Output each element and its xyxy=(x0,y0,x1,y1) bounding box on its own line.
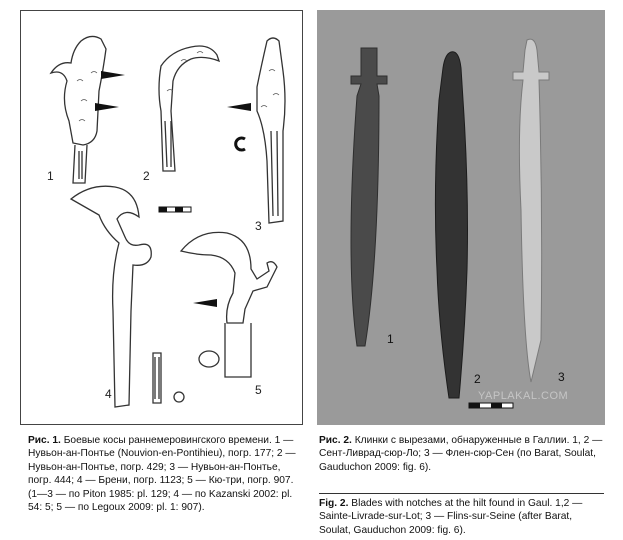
figure1-number-5: 5 xyxy=(255,383,262,397)
figure2-number-3: 3 xyxy=(558,370,565,384)
figure2-caption-ru-text: Клинки с вырезами, обнаруженные в Галлии. 1, 2 — Сент-Ливрад-сюр-Ло; 3 — Флен-сюр-Сен (по Barat, Soulat, Gauduchon 2009: fig. 6). xyxy=(319,435,603,473)
figure1-number-2: 2 xyxy=(143,169,150,183)
figure2-photo-panel xyxy=(317,10,605,425)
figure1-number-1: 1 xyxy=(47,169,54,183)
figure2-caption-ru-label: Рис. 2. xyxy=(319,435,352,446)
figure1-caption xyxy=(28,434,298,514)
figure2-caption-en xyxy=(319,493,604,537)
figure1-number-3: 3 xyxy=(255,219,262,233)
figure2-caption-en-text: Blades with notches at the hilt found in Gaul. 1,2 — Sainte-Livrade-sur-Lot; 3 — Flins-sur-Seine (after Barat, Soulat, Gauduchon 2009: fig. 6). xyxy=(319,498,583,536)
figure2-number-1: 1 xyxy=(387,332,394,346)
figure1-drawing-panel xyxy=(20,10,303,425)
figure2-blade-photos xyxy=(317,10,605,425)
figure2-caption-ru xyxy=(319,434,604,474)
watermark: YAPLAKAL.COM xyxy=(478,390,569,402)
figure2-number-2: 2 xyxy=(474,372,481,386)
figure2-caption-en-label: Fig. 2. xyxy=(319,498,349,509)
figure1-caption-label: Рис. 1. xyxy=(28,435,61,446)
figure1-caption-text: Боевые косы раннемеровингского времени. 1 — Нувьон-ан-Понтье (Nouvion-en-Pontihieu), погр. 177; 2 — Нувьон-ан-Понтье, погр. 429; 3 — Нувьон-ан-Понтье, погр. 444; 4 — Брени, погр. 1123; 5 — Кю-три, погр. 907. (1—3 — по Piton 1985: pl. 129; 4 — по Kazanski 2002: pl. 54: 5; 5 — по Legoux 2009: pl. 1: 907). xyxy=(28,435,296,514)
figure1-number-4: 4 xyxy=(105,387,112,401)
